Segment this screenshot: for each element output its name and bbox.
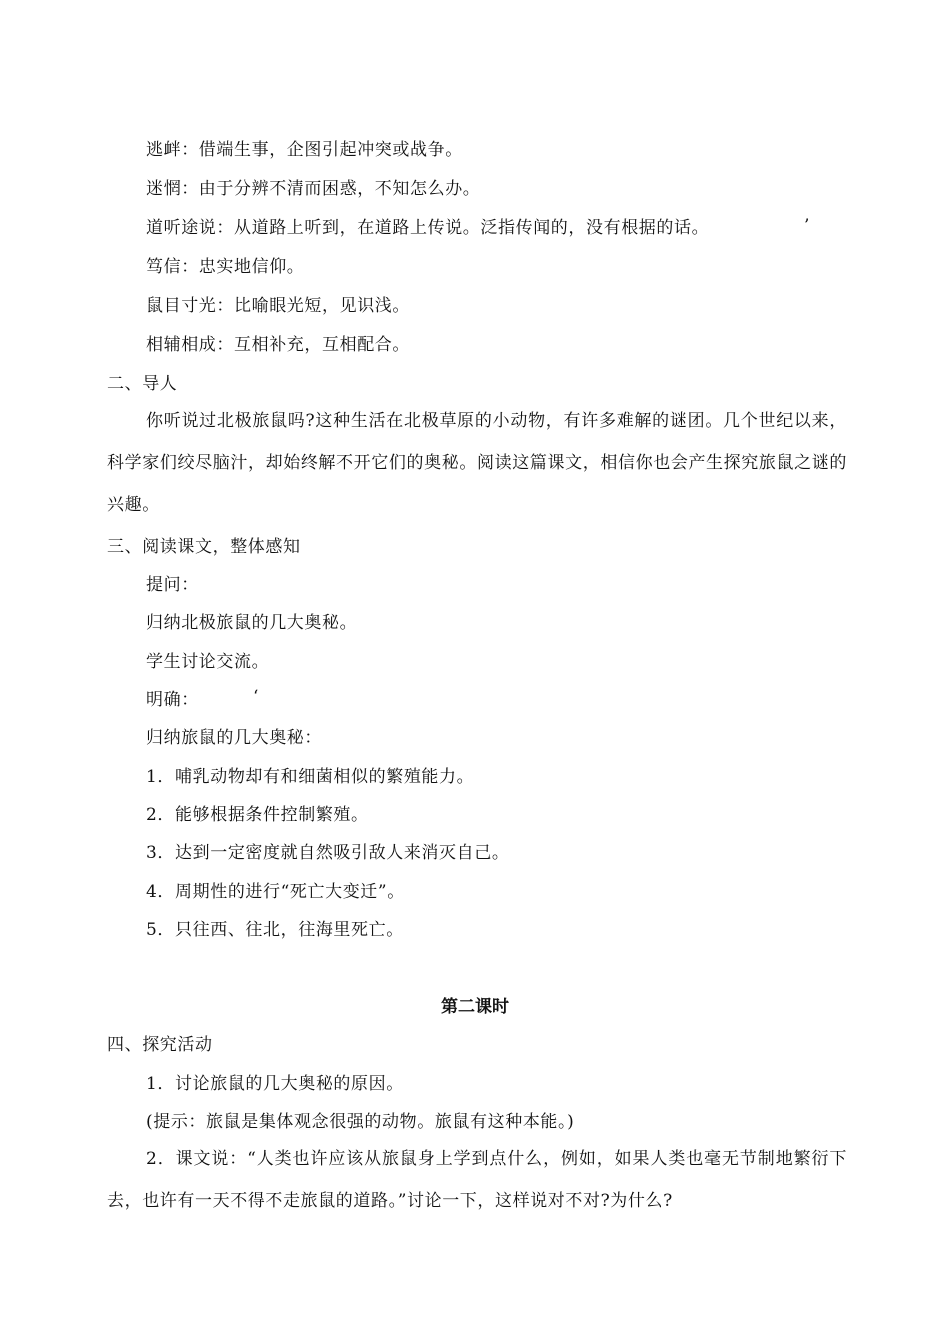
vocab-item-5: 鼠目寸光：比喻眼光短，见识浅。 xyxy=(146,296,410,316)
summary-item-1: 1．哺乳动物却有和细菌相似的繁殖能力。 xyxy=(146,767,475,787)
vocab-item-3: 道听途说：从道路上听到，在道路上传说。泛指传闻的，没有根据的话。 xyxy=(146,218,710,238)
question-label: 提问： xyxy=(146,575,199,595)
stray-mark-1: ’ xyxy=(804,216,810,236)
summary-item-3: 3．达到一定密度就自然吸引敌人来消灭自己。 xyxy=(146,843,510,863)
vocab-item-6: 相辅相成：互相补充，互相配合。 xyxy=(146,335,410,355)
section4-heading: 四、探究活动 xyxy=(107,1035,213,1055)
activity-item-2: 2．课文说：“人类也许应该从旅鼠身上学到点什么，例如，如果人类也毫无节制地繁衍下去，也许有一天不得不走旅鼠的道路。”讨论一下，这样说对不对?为什么? xyxy=(107,1149,847,1211)
stray-mark-2: ‘ xyxy=(253,687,259,707)
activity-hint: (提示：旅鼠是集体观念很强的动物。旅鼠有这种本能。) xyxy=(146,1112,575,1132)
lesson2-title: 第二课时 xyxy=(441,997,509,1017)
vocab-item-2: 迷惘：由于分辨不清而困惑，不知怎么办。 xyxy=(146,179,481,199)
clarify-label: 明确： xyxy=(146,690,199,710)
vocab-item-1: 逃衅：借端生事，企图引起冲突或战争。 xyxy=(146,140,463,160)
vocab-item-4: 笃信：忠实地信仰。 xyxy=(146,257,305,277)
section2-paragraph: 你听说过北极旅鼠吗?这种生活在北极草原的小动物，有许多难解的谜团。几个世纪以来，科学家们绞尽脑汁，却始终解不开它们的奥秘。阅读这篇课文，相信你也会产生探究旅鼠之谜的兴趣。 xyxy=(107,411,847,515)
summary-item-5: 5．只往西、往北，往海里死亡。 xyxy=(146,920,404,940)
summary-title: 归纳旅鼠的几大奥秘： xyxy=(146,728,322,748)
activity-item-1: 1．讨论旅鼠的几大奥秘的原因。 xyxy=(146,1074,404,1094)
section3-heading: 三、阅读课文，整体感知 xyxy=(107,537,301,557)
section2-heading: 二、导人 xyxy=(107,374,178,394)
question-text: 归纳北极旅鼠的几大奥秘。 xyxy=(146,613,358,633)
summary-item-2: 2．能够根据条件控制繁殖。 xyxy=(146,805,369,825)
discussion-text: 学生讨论交流。 xyxy=(146,652,270,672)
summary-item-4: 4．周期性的进行“死亡大变迁”。 xyxy=(146,882,405,902)
